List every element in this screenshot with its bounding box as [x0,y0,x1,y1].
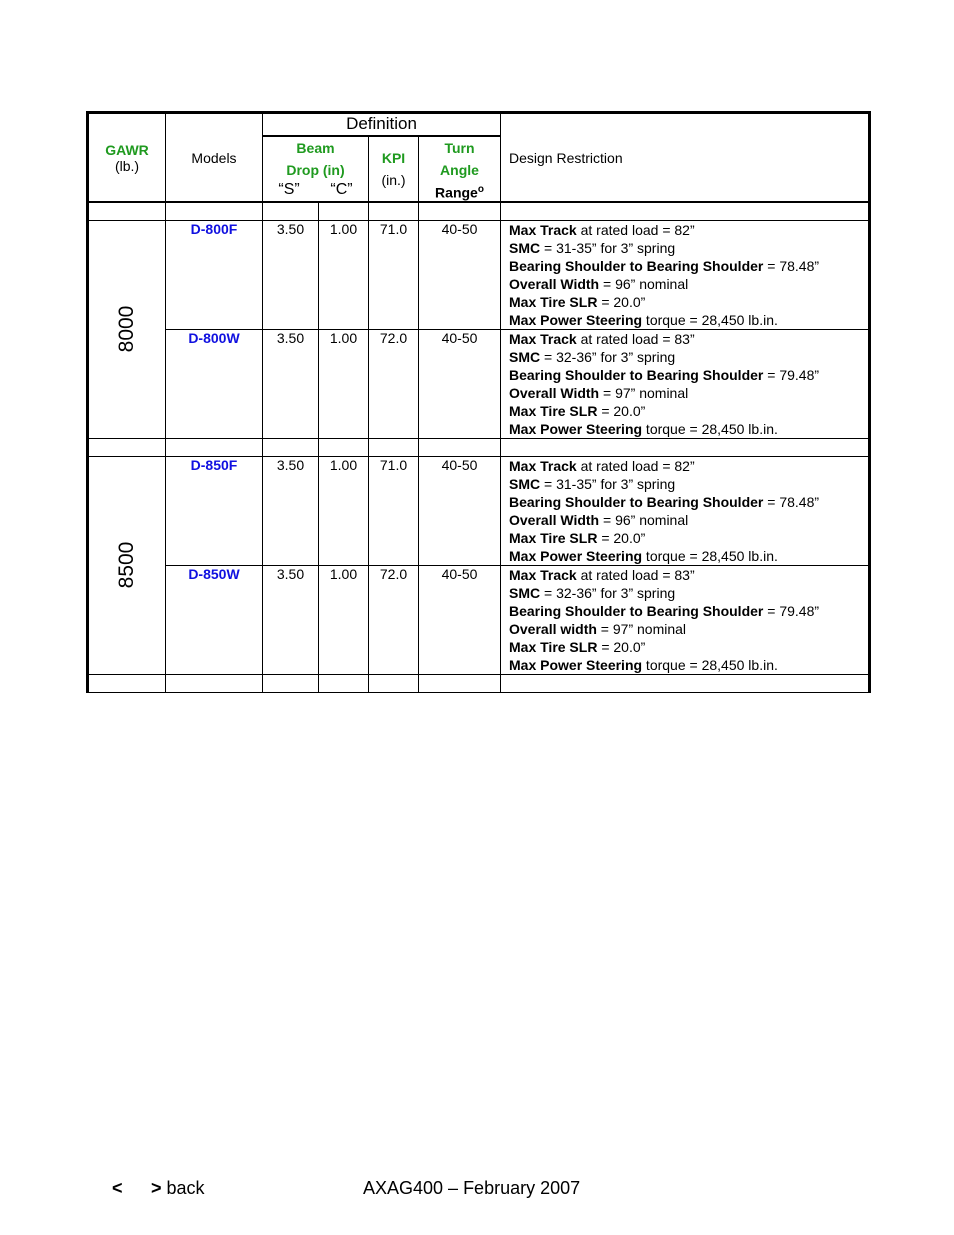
restriction-label: Max Track [509,221,577,238]
restriction-line [509,330,868,348]
restriction-label: Max Track [509,566,577,583]
kpi-value: 72.0 [369,565,419,674]
restriction-label: Overall width [509,620,597,637]
beam-drop-s: 3.50 [263,565,319,674]
table-row [88,456,870,565]
kpi-header [369,136,419,203]
model-link[interactable]: D-800W [166,329,263,438]
restriction-label: Max Power Steering [509,656,643,673]
restriction-value: = 96” nominal [599,511,689,528]
restriction-value: torque = 28,450 lb.in. [642,547,778,564]
beam-drop-s: 3.50 [263,220,319,329]
table-row [88,565,870,674]
restriction-line [509,257,868,275]
restriction-line [509,366,868,384]
restriction-label: Bearing Shoulder to Bearing Shoulder [509,493,764,510]
s-label: “S” [278,180,300,198]
model-link[interactable]: D-850F [166,456,263,565]
design-restriction [501,329,870,438]
restriction-label: Max Power Steering [509,311,643,328]
restriction-label: Bearing Shoulder to Bearing Shoulder [509,366,764,383]
restriction-value: at rated load = 83” [576,566,695,583]
restriction-label: Overall Width [509,384,600,401]
degree-sup: o [477,183,484,195]
angle-label: Angle [440,161,479,178]
next-arrow: > [151,1178,162,1198]
turn-angle-header [419,136,501,203]
restriction-value: at rated load = 83” [576,330,695,347]
restriction-line [509,656,868,674]
restriction-value: = 78.48” [763,257,820,274]
restriction-line [509,384,868,402]
restriction-value: = 97” nominal [599,384,689,401]
restriction-value: = 20.0” [597,529,646,546]
restriction-value: torque = 28,450 lb.in. [642,420,778,437]
turn-angle-range: 40-50 [419,565,501,674]
restriction-label: SMC [509,584,541,601]
restriction-value: = 96” nominal [599,275,689,292]
models-header: Models [166,113,263,203]
restriction-label: Max Track [509,457,577,474]
restriction-line [509,348,868,366]
turn-label: Turn [444,139,475,156]
gawr-header [88,113,166,203]
model-link[interactable]: D-800F [166,220,263,329]
spec-table [86,111,871,693]
turn-angle-range: 40-50 [419,456,501,565]
back-label: back [166,1178,205,1198]
kpi-value: 72.0 [369,329,419,438]
turn-angle-range: 40-50 [419,329,501,438]
beam-drop-c: 1.00 [319,329,369,438]
restriction-label: Bearing Shoulder to Bearing Shoulder [509,257,764,274]
beam-drop-header [263,136,369,203]
beam-drop-c: 1.00 [319,456,369,565]
restriction-label: SMC [509,475,541,492]
beam-drop-c: 1.00 [319,220,369,329]
restriction-value: = 20.0” [597,638,646,655]
restriction-label: Bearing Shoulder to Bearing Shoulder [509,602,764,619]
restriction-line [509,566,868,584]
gawr-cell [88,456,166,674]
drop-label: Drop (in) [286,161,345,178]
beam-drop-s: 3.50 [263,456,319,565]
restriction-line [509,602,868,620]
beam-label: Beam [296,139,335,156]
restriction-line [509,547,868,565]
beam-drop-c: 1.00 [319,565,369,674]
restriction-value: = 20.0” [597,293,646,310]
restriction-line [509,620,868,638]
restriction-label: Max Tire SLR [509,529,598,546]
restriction-value: at rated load = 82” [576,221,695,238]
restriction-line [509,584,868,602]
table-row [88,220,870,329]
restriction-value: = 97” nominal [596,620,687,637]
restriction-value: torque = 28,450 lb.in. [642,656,778,673]
design-restriction-header: Design Restriction [501,113,870,203]
restriction-value: = 31-35” for 3” spring [540,239,676,256]
gawr-value: 8000 [115,305,138,353]
restriction-line [509,311,868,329]
restriction-line [509,475,868,493]
restriction-label: Max Tire SLR [509,293,598,310]
model-link[interactable]: D-850W [166,565,263,674]
restriction-value: = 79.48” [763,602,820,619]
doc-footer: AXAG400 – February 2007 [363,1178,581,1198]
design-restriction [501,456,870,565]
restriction-value: = 20.0” [597,402,646,419]
gawr-header-label: GAWR [105,141,149,158]
restriction-label: Max Tire SLR [509,638,598,655]
restriction-line [509,402,868,420]
restriction-line [509,275,868,293]
restriction-label: Max Power Steering [509,420,643,437]
restriction-line [509,638,868,656]
c-label: “C” [330,180,353,198]
kpi-value: 71.0 [369,220,419,329]
kpi-value: 71.0 [369,456,419,565]
restriction-value: = 78.48” [763,493,820,510]
restriction-line [509,293,868,311]
restriction-line [509,529,868,547]
restriction-label: Max Tire SLR [509,402,598,419]
restriction-line [509,511,868,529]
restriction-value: torque = 28,450 lb.in. [642,311,778,328]
back-link[interactable] [151,1178,205,1199]
design-restriction [501,565,870,674]
definition-header: Definition [263,113,501,136]
restriction-line [509,239,868,257]
turn-angle-range: 40-50 [419,220,501,329]
design-restriction [501,220,870,329]
kpi-label: KPI [381,149,406,166]
spacer-row [88,438,870,456]
range-label: Range [435,184,478,201]
restriction-label: Overall Width [509,511,600,528]
restriction-label: SMC [509,348,541,365]
restriction-label: Max Power Steering [509,547,643,564]
beam-drop-s: 3.50 [263,329,319,438]
gawr-cell [88,220,166,438]
restriction-line [509,221,868,239]
restriction-line [509,457,868,475]
restriction-value: = 79.48” [763,366,820,383]
restriction-value: at rated load = 82” [576,457,695,474]
gawr-header-unit: (lb.) [114,157,140,174]
kpi-unit: (in.) [381,171,406,188]
restriction-value: = 31-35” for 3” spring [540,475,676,492]
prev-link[interactable]: < [112,1178,123,1198]
restriction-value: = 32-36” for 3” spring [540,584,676,601]
restriction-label: Max Track [509,330,577,347]
restriction-label: Overall Width [509,275,600,292]
restriction-value: = 32-36” for 3” spring [540,348,676,365]
table-row [88,329,870,438]
restriction-line [509,420,868,438]
restriction-line [509,493,868,511]
spacer-row [88,674,870,692]
gawr-value: 8500 [115,541,138,589]
spacer-row [88,202,870,220]
restriction-label: SMC [509,239,541,256]
